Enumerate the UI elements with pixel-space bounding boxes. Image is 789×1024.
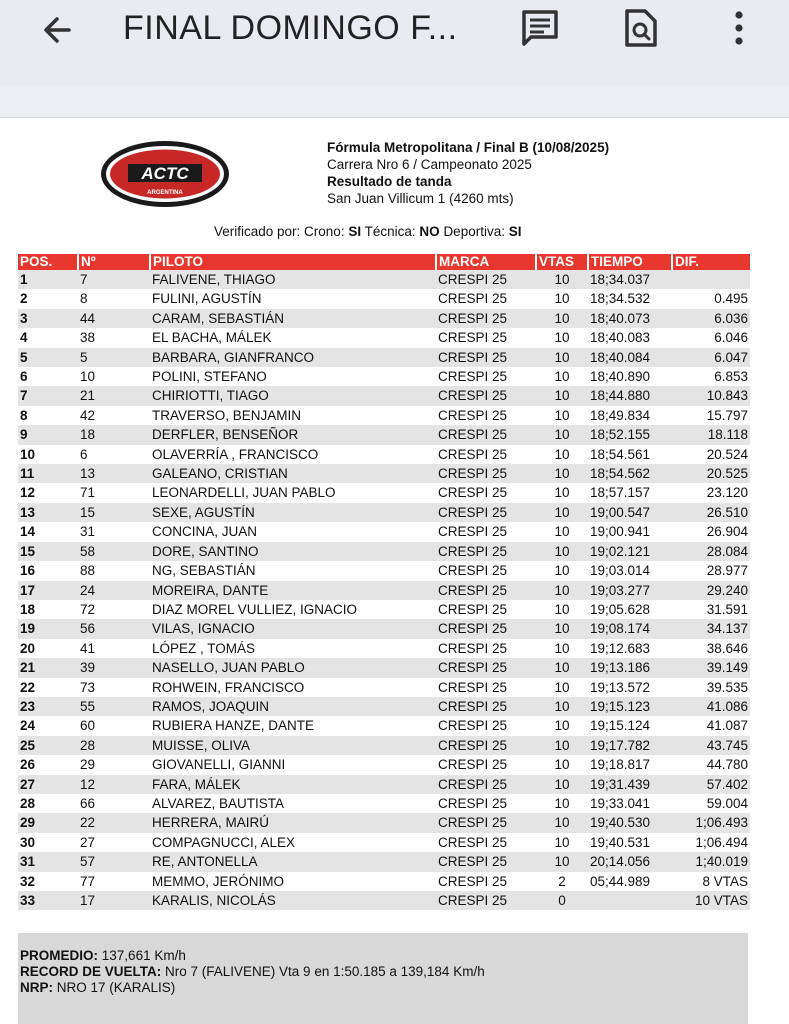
row-driver: FALIVENE, THIAGO xyxy=(150,270,436,289)
table-row xyxy=(18,775,750,794)
table-row xyxy=(18,678,750,697)
row-gap: 6.047 xyxy=(672,348,750,367)
row-pos: 11 xyxy=(18,464,78,483)
table-row xyxy=(18,542,750,561)
row-pos: 3 xyxy=(18,309,78,328)
table-row xyxy=(18,852,750,871)
row-time: 18;40.890 xyxy=(590,369,651,385)
table-row xyxy=(18,600,750,619)
row-pos: 32 xyxy=(20,873,36,889)
row-time: 19;03.277 xyxy=(588,581,672,600)
row-number: 42 xyxy=(80,407,96,423)
row-time: 18;57.157 xyxy=(590,485,651,501)
row-driver: LEONARDELLI, JUAN PABLO xyxy=(152,485,336,501)
row-driver: GALEANO, CRISTIAN xyxy=(150,464,436,483)
row-brand: CRESPI 25 xyxy=(438,718,508,734)
document-title: FINAL DOMINGO F... xyxy=(123,9,458,47)
row-brand: CRESPI 25 xyxy=(436,813,536,832)
back-button[interactable] xyxy=(34,7,80,53)
row-brand: CRESPI 25 xyxy=(438,757,508,773)
row-gap: 10.843 xyxy=(672,386,750,405)
table-row xyxy=(18,386,750,405)
row-brand: CRESPI 25 xyxy=(438,524,508,540)
row-brand: CRESPI 25 xyxy=(436,658,536,677)
row-pos: 21 xyxy=(18,658,78,677)
row-laps: 10 xyxy=(536,425,588,444)
row-laps: 2 xyxy=(558,873,566,889)
row-gap: 0.495 xyxy=(714,291,748,307)
row-brand: CRESPI 25 xyxy=(436,270,536,289)
table-row xyxy=(18,813,750,832)
table-row xyxy=(18,270,750,289)
table-row xyxy=(18,464,750,483)
row-number: 7 xyxy=(78,270,150,289)
row-gap: 6.853 xyxy=(714,369,748,385)
row-pos: 18 xyxy=(20,601,36,617)
table-row xyxy=(18,891,750,910)
row-time: 18;54.562 xyxy=(588,464,672,483)
row-number: 12 xyxy=(78,775,150,794)
row-pos: 17 xyxy=(18,581,78,600)
row-pos: 26 xyxy=(20,757,36,773)
row-time: 18;54.561 xyxy=(590,446,651,462)
row-laps: 10 xyxy=(536,658,588,677)
row-gap: 28.084 xyxy=(672,542,750,561)
row-number: 39 xyxy=(78,658,150,677)
more-options-button[interactable] xyxy=(716,5,762,51)
row-pos: 31 xyxy=(18,852,78,871)
row-number: 57 xyxy=(78,852,150,871)
row-time: 18;44.880 xyxy=(588,386,672,405)
row-pos: 24 xyxy=(20,718,36,734)
row-driver: RE, ANTONELLA xyxy=(150,852,436,871)
row-gap: 39.149 xyxy=(672,658,750,677)
app-bar xyxy=(0,0,789,86)
table-row xyxy=(18,348,750,367)
row-laps: 10 xyxy=(536,697,588,716)
row-pos: 10 xyxy=(20,446,36,462)
row-driver: CARAM, SEBASTIÁN xyxy=(150,309,436,328)
row-gap: 1;06.494 xyxy=(695,834,748,850)
row-brand: CRESPI 25 xyxy=(438,601,508,617)
row-laps: 10 xyxy=(554,369,570,385)
row-pos: 14 xyxy=(20,524,36,540)
find-in-document-button[interactable] xyxy=(617,5,663,51)
row-time: 19;02.121 xyxy=(588,542,672,561)
row-brand: CRESPI 25 xyxy=(436,697,536,716)
row-brand: CRESPI 25 xyxy=(438,407,508,423)
row-pos: 2 xyxy=(20,291,28,307)
row-driver: OLAVERRÍA , FRANCISCO xyxy=(152,446,319,462)
race-title: Fórmula Metropolitana / Final B (10/08/2025) xyxy=(327,140,610,155)
row-time: 18;40.084 xyxy=(588,348,672,367)
row-pos: 30 xyxy=(20,834,36,850)
table-row xyxy=(18,522,750,541)
row-laps: 10 xyxy=(554,291,570,307)
actc-logo xyxy=(98,139,232,209)
row-laps: 10 xyxy=(536,852,588,871)
row-number: 8 xyxy=(80,291,88,307)
col-tiempo: TIEMPO xyxy=(588,254,672,270)
row-number: 13 xyxy=(78,464,150,483)
row-time: 19;15.123 xyxy=(588,697,672,716)
row-number: 88 xyxy=(80,563,96,579)
back-arrow-icon xyxy=(39,12,75,48)
row-driver: ROHWEIN, FRANCISCO xyxy=(152,679,305,695)
table-row xyxy=(18,425,750,444)
row-pos: 25 xyxy=(18,736,78,755)
row-driver: ALVAREZ, BAUTISTA xyxy=(152,795,285,811)
row-number: 66 xyxy=(80,795,96,811)
row-gap: 57.402 xyxy=(672,775,750,794)
col-piloto: PILOTO xyxy=(150,254,436,270)
table-row xyxy=(18,406,750,425)
row-driver: DORE, SANTINO xyxy=(150,542,436,561)
row-brand: CRESPI 25 xyxy=(436,309,536,328)
row-number: 18 xyxy=(78,425,150,444)
row-pos: 5 xyxy=(18,348,78,367)
row-number: 21 xyxy=(78,386,150,405)
average-speed: PROMEDIO: 137,661 Km/h xyxy=(20,948,186,963)
row-number: 60 xyxy=(80,718,96,734)
document-page xyxy=(0,118,789,1024)
row-time: 19;18.817 xyxy=(590,757,651,773)
row-pos: 23 xyxy=(18,697,78,716)
row-pos: 15 xyxy=(18,542,78,561)
row-brand: CRESPI 25 xyxy=(438,330,508,346)
row-gap: 20.525 xyxy=(672,464,750,483)
row-laps: 10 xyxy=(536,775,588,794)
row-time: 19;12.683 xyxy=(590,640,651,656)
race-header xyxy=(327,139,609,207)
row-pos: 19 xyxy=(18,619,78,638)
row-brand: CRESPI 25 xyxy=(436,581,536,600)
row-laps: 10 xyxy=(554,407,570,423)
row-laps: 10 xyxy=(536,270,588,289)
row-brand: CRESPI 25 xyxy=(438,679,508,695)
row-laps: 0 xyxy=(536,891,588,910)
race-subtitle: Carrera Nro 6 / Campeonato 2025 xyxy=(327,157,532,172)
result-type: Resultado de tanda xyxy=(327,174,452,189)
row-laps: 10 xyxy=(554,524,570,540)
row-time: 19;05.628 xyxy=(590,601,651,617)
search-document-icon xyxy=(619,7,661,49)
row-number: 27 xyxy=(80,834,96,850)
row-time: 19;13.572 xyxy=(590,679,651,695)
table-row xyxy=(18,658,750,677)
row-pos: 9 xyxy=(18,425,78,444)
row-time: 18;40.083 xyxy=(590,330,651,346)
row-number: 5 xyxy=(78,348,150,367)
row-laps: 10 xyxy=(554,446,570,462)
row-time: 19;40.530 xyxy=(588,813,672,832)
row-pos: 33 xyxy=(18,891,78,910)
row-pos: 8 xyxy=(20,407,28,423)
row-time: 19;40.531 xyxy=(590,834,651,850)
nrp: NRP: NRO 17 (KARALIS) xyxy=(20,980,176,995)
table-row xyxy=(18,483,750,502)
row-driver: CONCINA, JUAN xyxy=(152,524,258,540)
row-brand: CRESPI 25 xyxy=(436,891,536,910)
row-gap: 39.535 xyxy=(706,679,748,695)
row-brand: CRESPI 25 xyxy=(436,775,536,794)
row-pos: 22 xyxy=(20,679,36,695)
row-gap: 59.004 xyxy=(706,795,748,811)
row-number: 22 xyxy=(78,813,150,832)
row-driver: GIOVANELLI, GIANNI xyxy=(152,757,286,773)
row-driver: NG, SEBASTIÁN xyxy=(152,563,256,579)
row-laps: 10 xyxy=(554,601,570,617)
row-pos: 12 xyxy=(20,485,36,501)
row-gap: 26.510 xyxy=(672,503,750,522)
row-driver: SEXE, AGUSTÍN xyxy=(150,503,436,522)
row-gap: 28.977 xyxy=(706,563,748,579)
row-time: 18;49.834 xyxy=(590,407,651,423)
table-row xyxy=(18,639,750,658)
svg-text:ACTC: ACTC xyxy=(141,164,189,183)
lap-record: RECORD DE VUELTA: Nro 7 (FALIVENE) Vta 9 en 1:50.185 a 139,184 Km/h xyxy=(20,964,485,979)
row-brand: CRESPI 25 xyxy=(438,446,508,462)
row-time: 20;14.056 xyxy=(588,852,672,871)
row-gap: 6.046 xyxy=(714,330,748,346)
row-time: 19;00.941 xyxy=(590,524,651,540)
row-driver: COMPAGNUCCI, ALEX xyxy=(152,834,296,850)
row-driver: TRAVERSO, BENJAMIN xyxy=(152,407,302,423)
row-laps: 10 xyxy=(536,464,588,483)
row-number: 10 xyxy=(80,369,96,385)
row-gap: 10 VTAS xyxy=(672,891,750,910)
table-row xyxy=(18,716,750,735)
row-gap: 18.118 xyxy=(672,425,750,444)
row-driver: RUBIERA HANZE, DANTE xyxy=(152,718,315,734)
row-laps: 10 xyxy=(536,736,588,755)
row-number: 72 xyxy=(80,601,96,617)
row-brand: CRESPI 25 xyxy=(438,563,508,579)
table-row xyxy=(18,755,750,774)
row-pos: 7 xyxy=(18,386,78,405)
row-number: 56 xyxy=(78,619,150,638)
row-brand: CRESPI 25 xyxy=(436,464,536,483)
row-laps: 10 xyxy=(554,795,570,811)
race-summary xyxy=(18,933,748,1024)
row-driver: CHIRIOTTI, TIAGO xyxy=(150,386,436,405)
row-laps: 10 xyxy=(554,640,570,656)
row-time: 18;34.037 xyxy=(588,270,672,289)
row-number: 38 xyxy=(80,330,96,346)
row-laps: 10 xyxy=(554,679,570,695)
row-driver: EL BACHA, MÁLEK xyxy=(152,330,272,346)
row-brand: CRESPI 25 xyxy=(438,485,508,501)
table-row xyxy=(18,328,750,347)
row-pos: 20 xyxy=(20,640,36,656)
row-time: 19;08.174 xyxy=(588,619,672,638)
row-pos: 13 xyxy=(18,503,78,522)
row-time: 18;40.073 xyxy=(588,309,672,328)
row-time: 19;13.186 xyxy=(588,658,672,677)
table-row xyxy=(18,581,750,600)
col-pos: POS. xyxy=(18,254,78,270)
table-row xyxy=(18,794,750,813)
row-laps: 10 xyxy=(554,757,570,773)
row-pos: 29 xyxy=(18,813,78,832)
row-time: 05;44.989 xyxy=(590,873,651,889)
row-pos: 4 xyxy=(20,330,28,346)
col-num: Nº xyxy=(78,254,150,270)
row-brand: CRESPI 25 xyxy=(436,542,536,561)
row-gap: 29.240 xyxy=(672,581,750,600)
row-time: 18;52.155 xyxy=(588,425,672,444)
row-number: 44 xyxy=(78,309,150,328)
row-driver: MEMMO, JERÓNIMO xyxy=(152,873,284,889)
row-driver: MUISSE, OLIVA xyxy=(150,736,436,755)
verification-line: Verificado por: Crono: SI Técnica: NO Deportiva: SI xyxy=(214,224,522,239)
table-row xyxy=(18,503,750,522)
row-laps: 10 xyxy=(554,563,570,579)
row-gap: 23.120 xyxy=(706,485,748,501)
row-number: 41 xyxy=(80,640,96,656)
table-row xyxy=(18,445,750,464)
row-gap: 8 VTAS xyxy=(702,873,748,889)
row-time: 19;17.782 xyxy=(588,736,672,755)
row-number: 28 xyxy=(78,736,150,755)
table-row xyxy=(18,697,750,716)
row-driver: DERFLER, BENSEÑOR xyxy=(150,425,436,444)
comment-icon xyxy=(519,7,561,49)
row-gap: 15.797 xyxy=(706,407,748,423)
col-dif: DIF. xyxy=(672,254,750,270)
row-number: 15 xyxy=(78,503,150,522)
row-gap: 1;40.019 xyxy=(672,852,750,871)
table-header xyxy=(18,254,750,270)
row-brand: CRESPI 25 xyxy=(438,795,508,811)
row-brand: CRESPI 25 xyxy=(436,386,536,405)
row-driver: POLINI, STEFANO xyxy=(152,369,267,385)
row-driver: VILAS, IGNACIO xyxy=(150,619,436,638)
row-number: 17 xyxy=(78,891,150,910)
row-gap: 41.086 xyxy=(672,697,750,716)
row-pos: 1 xyxy=(18,270,78,289)
row-driver: BARBARA, GIANFRANCO xyxy=(150,348,436,367)
row-time: 19;00.547 xyxy=(588,503,672,522)
row-brand: CRESPI 25 xyxy=(436,348,536,367)
col-vtas: VTAS xyxy=(536,254,588,270)
row-driver: DIAZ MOREL VULLIEZ, IGNACIO xyxy=(152,601,358,617)
row-driver: FULINI, AGUSTÍN xyxy=(152,291,262,307)
table-row xyxy=(18,561,750,580)
row-time: 19;31.439 xyxy=(588,775,672,794)
row-number: 77 xyxy=(80,873,96,889)
row-brand: CRESPI 25 xyxy=(438,369,508,385)
row-gap: 34.137 xyxy=(672,619,750,638)
row-driver: NASELLO, JUAN PABLO xyxy=(150,658,436,677)
table-row xyxy=(18,872,750,891)
row-laps: 10 xyxy=(536,619,588,638)
row-gap: 31.591 xyxy=(706,601,748,617)
row-brand: CRESPI 25 xyxy=(436,619,536,638)
table-row xyxy=(18,289,750,308)
row-laps: 10 xyxy=(536,581,588,600)
row-driver: FARA, MÁLEK xyxy=(150,775,436,794)
row-gap: 6.036 xyxy=(672,309,750,328)
circuit-name: San Juan Villicum 1 (4260 mts) xyxy=(327,191,514,206)
row-laps: 10 xyxy=(554,330,570,346)
row-pos: 27 xyxy=(18,775,78,794)
row-number: 73 xyxy=(80,679,96,695)
row-number: 24 xyxy=(78,581,150,600)
row-number: 6 xyxy=(80,446,88,462)
row-number: 71 xyxy=(80,485,96,501)
table-row xyxy=(18,736,750,755)
row-driver: MOREIRA, DANTE xyxy=(150,581,436,600)
row-pos: 28 xyxy=(20,795,36,811)
table-row xyxy=(18,309,750,328)
row-brand: CRESPI 25 xyxy=(436,425,536,444)
row-brand: CRESPI 25 xyxy=(436,736,536,755)
row-brand: CRESPI 25 xyxy=(436,503,536,522)
row-laps: 10 xyxy=(536,542,588,561)
row-driver: KARALIS, NICOLÁS xyxy=(150,891,436,910)
row-pos: 16 xyxy=(20,563,36,579)
row-laps: 10 xyxy=(536,386,588,405)
row-brand: CRESPI 25 xyxy=(438,873,508,889)
row-driver: HERRERA, MAIRÚ xyxy=(150,813,436,832)
row-gap xyxy=(672,270,750,289)
row-gap: 41.087 xyxy=(706,718,748,734)
col-marca: MARCA xyxy=(436,254,536,270)
row-time xyxy=(588,891,672,910)
row-brand: CRESPI 25 xyxy=(438,834,508,850)
row-number: 55 xyxy=(78,697,150,716)
row-gap: 1;06.493 xyxy=(672,813,750,832)
more-vert-icon xyxy=(718,7,760,49)
row-gap: 44.780 xyxy=(706,757,748,773)
row-pos: 6 xyxy=(20,369,28,385)
row-brand: CRESPI 25 xyxy=(436,852,536,871)
row-driver: RAMOS, JOAQUIN xyxy=(150,697,436,716)
comment-button[interactable] xyxy=(517,5,563,51)
row-gap: 38.646 xyxy=(706,640,748,656)
results-table xyxy=(18,254,750,910)
table-row xyxy=(18,833,750,852)
row-laps: 10 xyxy=(536,813,588,832)
row-laps: 10 xyxy=(554,834,570,850)
row-brand: CRESPI 25 xyxy=(438,291,508,307)
table-row xyxy=(18,619,750,638)
row-time: 18;34.532 xyxy=(590,291,651,307)
row-laps: 10 xyxy=(554,718,570,734)
row-gap: 26.904 xyxy=(706,524,748,540)
row-number: 58 xyxy=(78,542,150,561)
viewer-gutter xyxy=(0,86,789,118)
svg-text:ARGENTINA: ARGENTINA xyxy=(147,190,183,196)
row-number: 29 xyxy=(80,757,96,773)
row-laps: 10 xyxy=(536,503,588,522)
row-gap: 20.524 xyxy=(706,446,748,462)
row-laps: 10 xyxy=(554,485,570,501)
row-laps: 10 xyxy=(536,309,588,328)
row-number: 31 xyxy=(80,524,96,540)
row-time: 19;03.014 xyxy=(590,563,651,579)
table-row xyxy=(18,367,750,386)
row-time: 19;33.041 xyxy=(590,795,651,811)
row-brand: CRESPI 25 xyxy=(438,640,508,656)
row-driver: LÓPEZ , TOMÁS xyxy=(152,640,256,656)
row-gap: 43.745 xyxy=(672,736,750,755)
row-laps: 10 xyxy=(536,348,588,367)
row-time: 19;15.124 xyxy=(590,718,651,734)
